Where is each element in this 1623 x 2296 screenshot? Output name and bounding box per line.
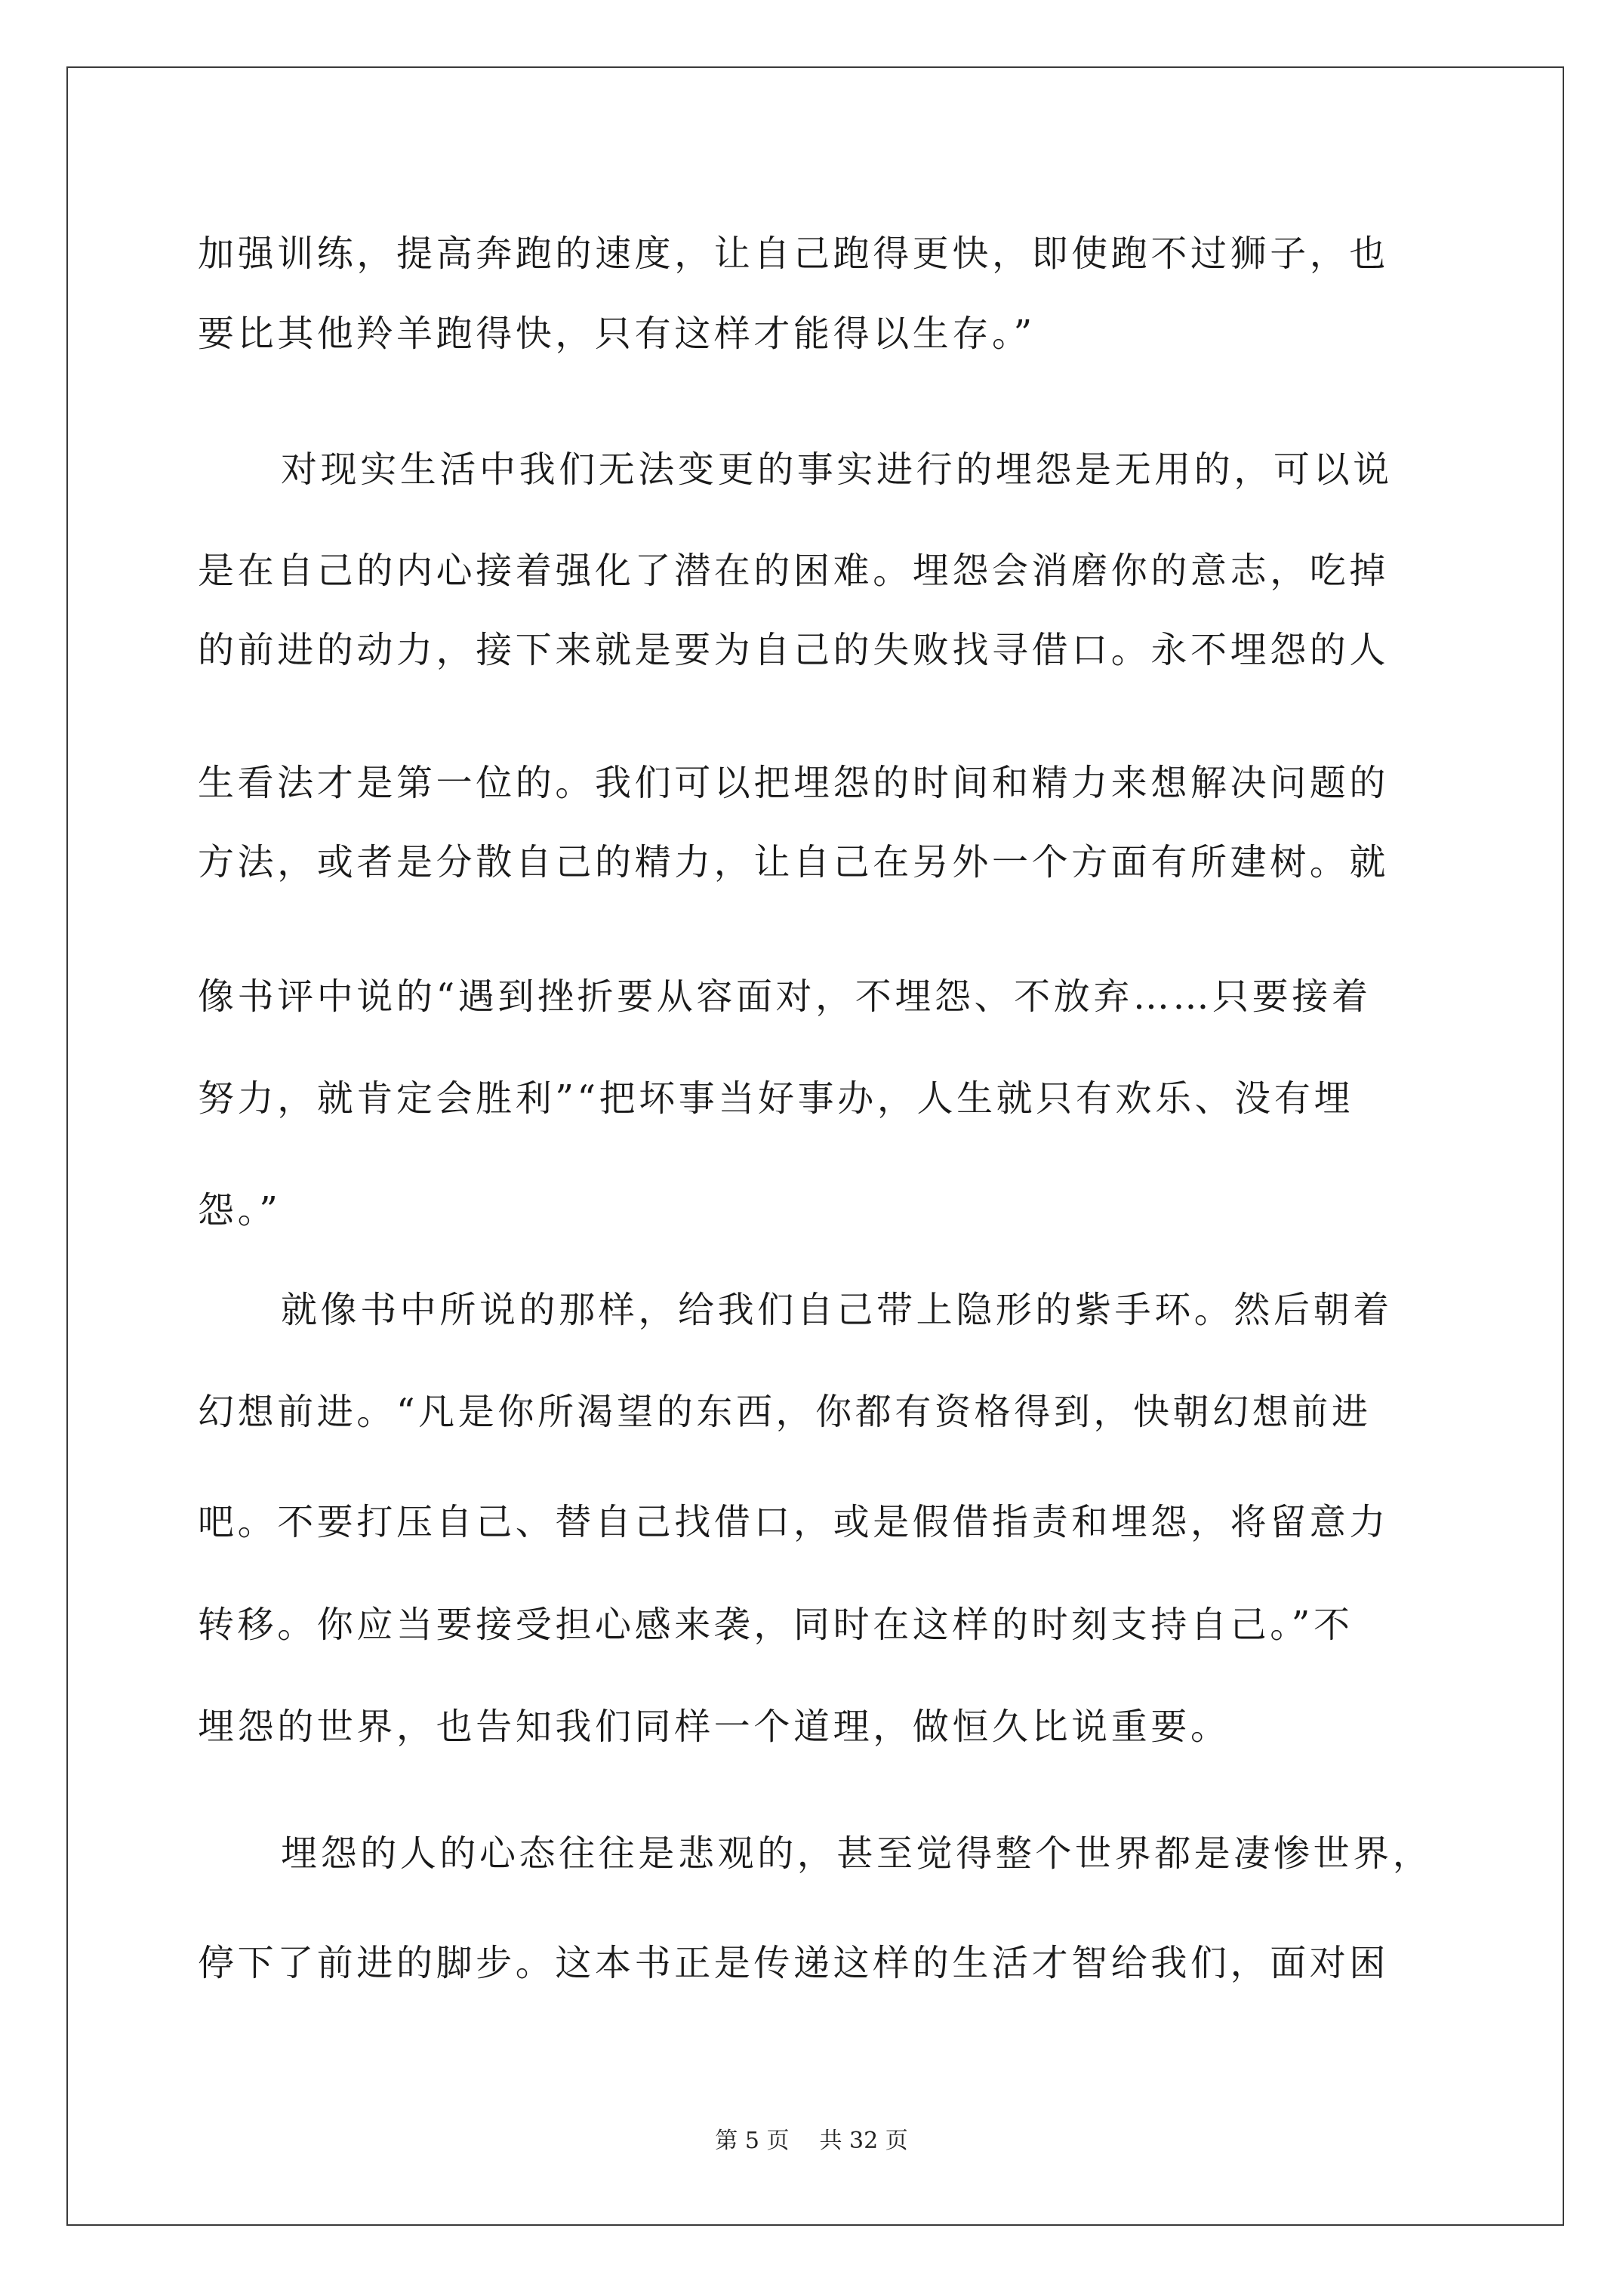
text-line: 吧。不要打压自己、替自己找借口，或是假借指责和埋怨，将留意力 <box>198 1501 1390 1543</box>
text-line: 就像书中所说的那样，给我们自己带上隐形的紫手环。然后朝着 <box>281 1289 1393 1331</box>
text-line: 努力，就肯定会胜利”“把坏事当好事办，人生就只有欢乐、没有埋 <box>198 1077 1354 1120</box>
text-line: 停下了前进的脚步。这本书正是传递这样的生活才智给我们，面对困 <box>198 1942 1390 1984</box>
text-line: 怨。” <box>198 1189 282 1231</box>
text-line: 埋怨的世界，也告知我们同样一个道理，做恒久比说重要。 <box>198 1706 1230 1748</box>
page-number: 第 5 页 <box>715 2128 790 2154</box>
text-line: 方法，或者是分散自己的精力，让自己在另外一个方面有所建树。就 <box>198 841 1390 883</box>
text-line: 生看法才是第一位的。我们可以把埋怨的时间和精力来想解决问题的 <box>198 762 1390 804</box>
text-line: 像书评中说的“遇到挫折要从容面对，不埋怨、不放弃……只要接着 <box>198 975 1372 1018</box>
text-line: 是在自己的内心接着强化了潜在的困难。埋怨会消磨你的意志，吃掉 <box>198 550 1390 592</box>
page-border <box>66 66 1564 2226</box>
text-line: 的前进的动力，接下来就是要为自己的失败找寻借口。永不埋怨的人 <box>198 629 1390 671</box>
page-total: 共 32 页 <box>819 2128 908 2154</box>
text-line: 加强训练，提高奔跑的速度，让自己跑得更快，即使跑不过狮子，也 <box>198 233 1390 275</box>
text-line: 埋怨的人的心态往往是悲观的，甚至觉得整个世界都是凄惨世界， <box>281 1832 1433 1875</box>
text-line: 转移。你应当要接受担心感来袭，同时在这样的时刻支持自己。”不 <box>198 1604 1354 1646</box>
page-footer <box>0 2126 1623 2156</box>
text-line: 要比其他羚羊跑得快，只有这样才能得以生存。” <box>198 313 1036 355</box>
text-line: 对现实生活中我们无法变更的事实进行的埋怨是无用的，可以说 <box>281 448 1393 491</box>
text-line: 幻想前进。“凡是你所渴望的东西，你都有资格得到，快朝幻想前进 <box>198 1391 1372 1433</box>
